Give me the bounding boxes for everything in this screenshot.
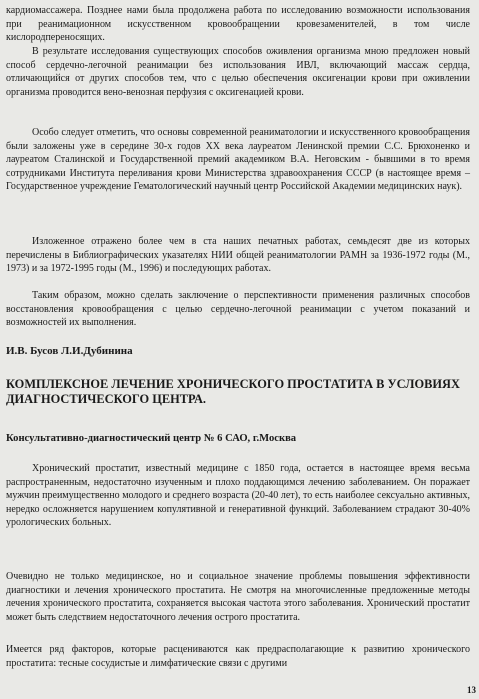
affiliation: Консультативно-диагностический центр № 6 САО, г.Москва — [6, 433, 297, 444]
paragraph-1: кардиомассажера. Позднее нами была продолжена работа по исследованию возможности использования при реанимационном искусственном кровообращении кровезаменителей, в том числе кислородпереносящих. — [6, 5, 470, 44]
paragraph-5: Таким образом, можно сделать заключение о перспективности применения различных способов восстановления кровообращения с целью сердечно-легочной реанимации с учетом показаний и возможностей их выполнения. — [6, 290, 470, 329]
body-paragraph-1: Хронический простатит, известный медицине с 1850 года, остается в настоящее время весьма распространенным, недостаточно изученным и плохо поддающимся лечению заболеванием. Он поражает мужчин преимущественно молодого и среднего возраста (20-40 лет), то есть наиболее сексуально активных, нередко осложняется нарушением копулятивной и генеративной функций. Заболеванием страдают 30-40% урологических больных. — [6, 463, 470, 529]
page-number: 13 — [467, 685, 476, 695]
article-title: КОМПЛЕКСНОЕ ЛЕЧЕНИЕ ХРОНИЧЕСКОГО ПРОСТАТИТА В УСЛОВИЯХ ДИАГНОСТИЧЕСКОГО ЦЕНТРА. — [6, 377, 460, 406]
authors: И.В. Бусов Л.И.Дубинина — [6, 345, 133, 357]
body-paragraph-3: Имеется ряд факторов, которые расцениваются как предрасполагающие к развитию хронического простатита: тесные сосудистые и лимфатические связи с другими — [6, 644, 470, 669]
paragraph-3: Особо следует отметить, что основы современной реаниматологии и искусственного кровообращения были заложены уже в середине 30-х годов XX века лауреатом Ленинской премии С.С. Брюхоненко и лауреатом Сталинской и Государственной премий академиком В.А. Неговским - бывшими в то время сотрудниками Института переливания крови Министерства здравоохранения СССР (в настоящее время – Государственное учреждение Гематологический научный центр Российской Академии медицинских наук). — [6, 127, 470, 193]
body-paragraph-2: Очевидно не только медицинское, но и социальное значение проблемы повышения эффективности диагностики и лечения хронического простатита. Не смотря на многочисленные предложенные методы лечения хронического простатита, сохраняется высокая частота этого заболевания. Хронический простатит может быть следствием недостаточного лечения острого простатита. — [6, 571, 470, 623]
paragraph-2: В результате исследования существующих способов оживления организма мною предложен новый способ сердечно-легочной реанимации без использования ИВЛ, включающий массаж сердца, отличающийся от других способов тем, что с целью обеспечения оксигенации крови при оживлении организма проводится вено-венозная перфузия с оксигенацией крови. — [6, 46, 470, 98]
paragraph-4: Изложенное отражено более чем в ста наших печатных работах, семьдесят две из которых перечислены в Библиографических указателях НИИ общей реаниматологии РАМН за 1936-1972 годы (М., 1973) и за 1972-1995 годы (М., 1996) и последующих работах. — [6, 236, 470, 275]
